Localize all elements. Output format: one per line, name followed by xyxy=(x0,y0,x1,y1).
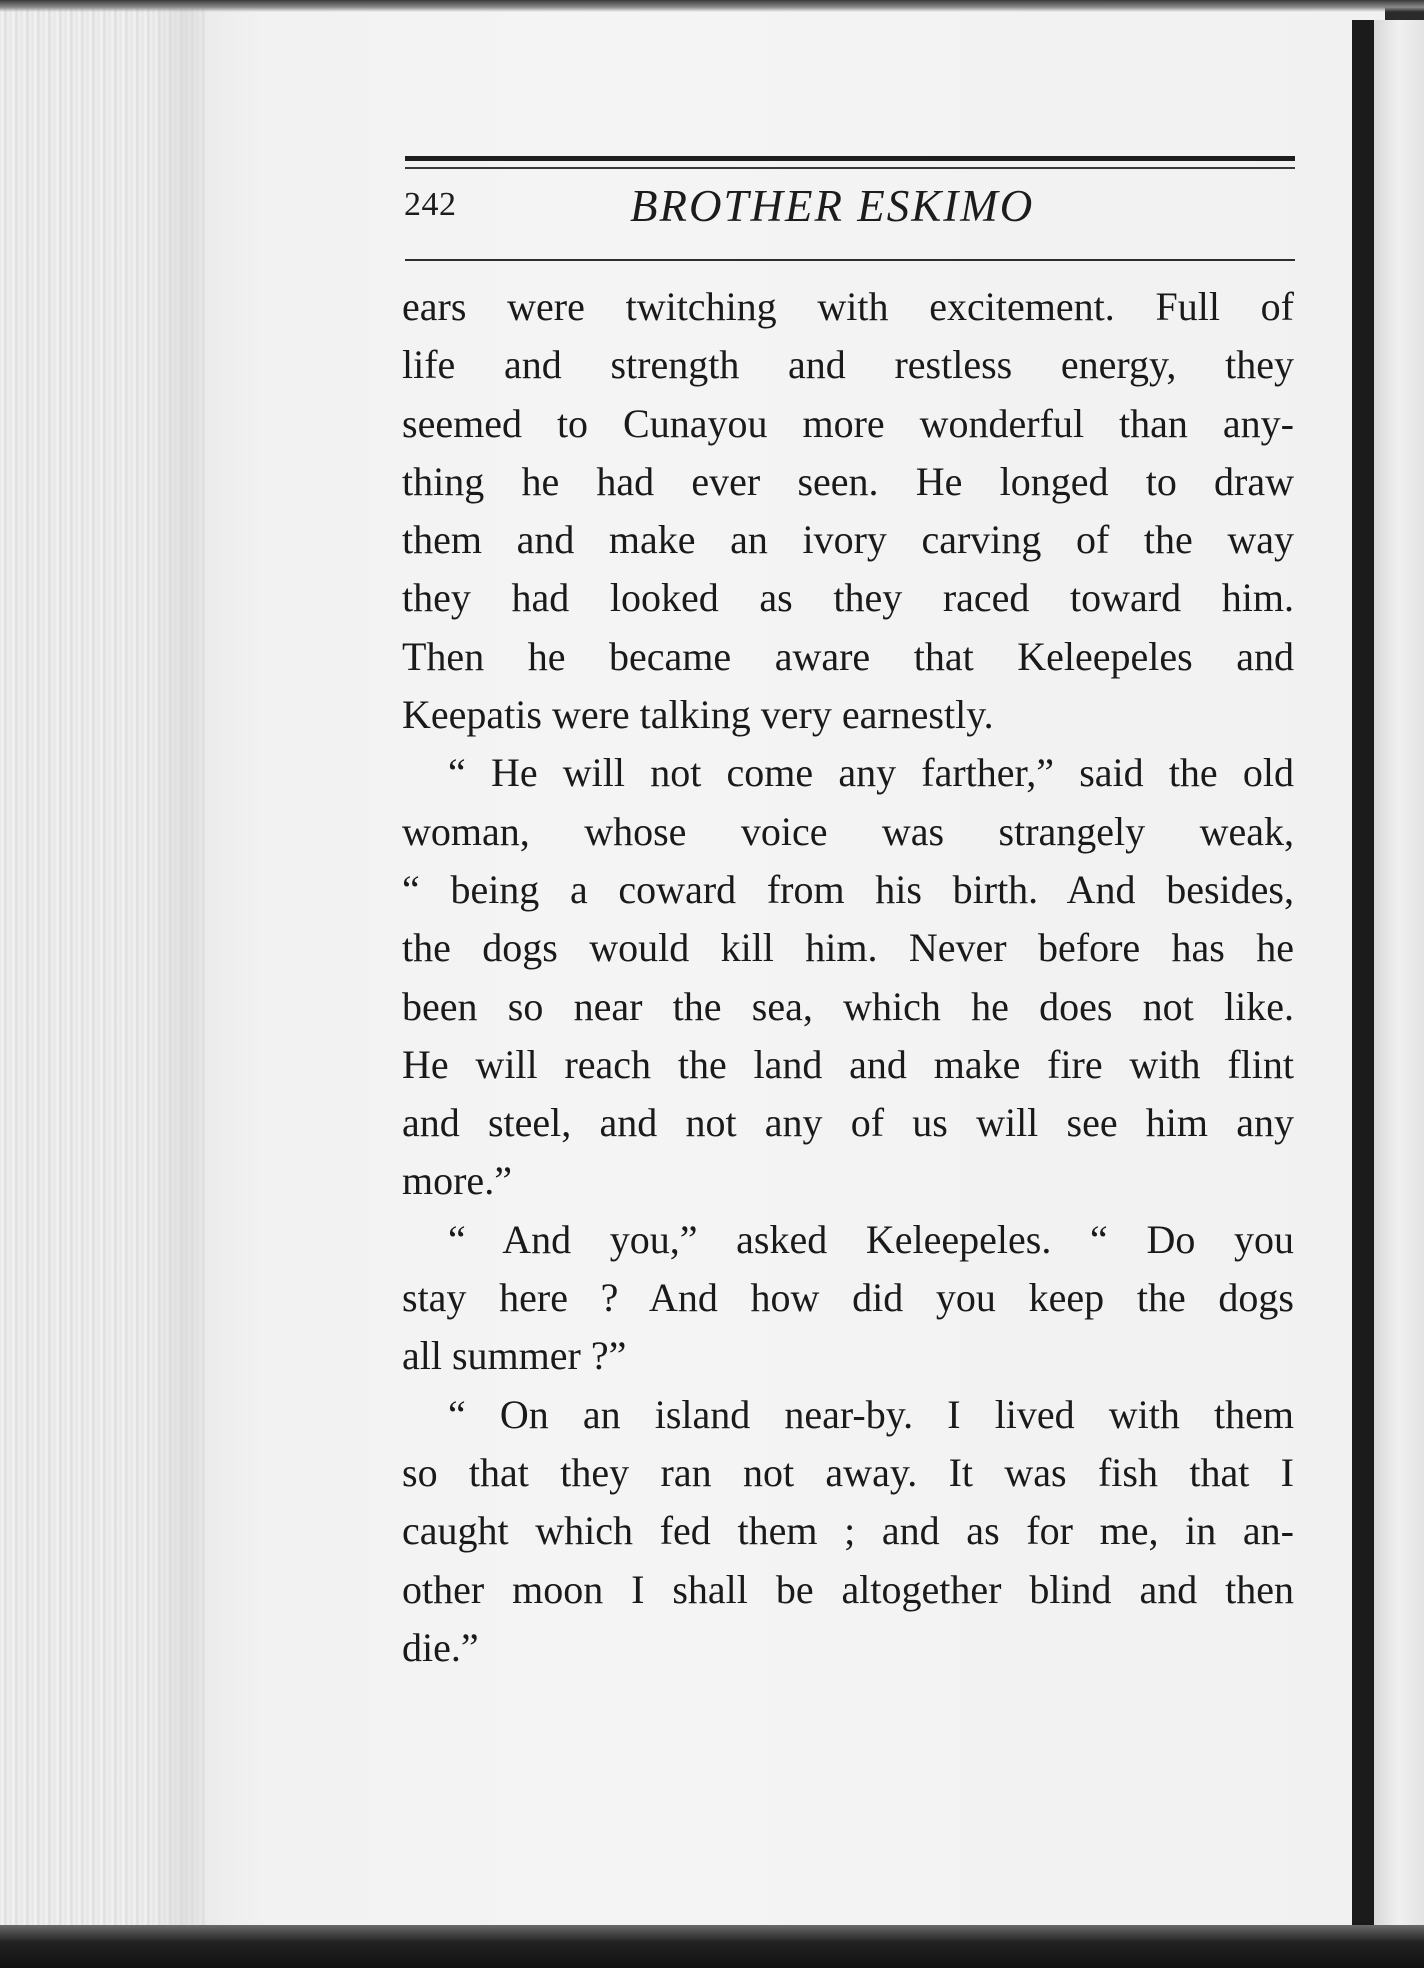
text-line: Keepatis were talking very earnestly. xyxy=(402,692,994,738)
text-line: all summer ?” xyxy=(402,1333,627,1379)
header-rule-bottom xyxy=(405,259,1295,261)
text-line: Then he became aware that Keleepeles and xyxy=(402,633,1294,679)
text-line: stay here ? And how did you keep the dogs xyxy=(402,1275,1294,1321)
text-line: more.” xyxy=(402,1158,512,1204)
text-line: “ On an island near-by. I lived with them xyxy=(448,1391,1294,1437)
header-rule-thick xyxy=(405,156,1295,161)
header-rule-thin xyxy=(405,167,1295,169)
text-line: and steel, and not any of us will see him any xyxy=(402,1100,1294,1146)
text-line: He will reach the land and make fire with flint xyxy=(402,1041,1294,1087)
text-line: seemed to Cunayou more wonderful than any- xyxy=(402,400,1294,446)
body-text xyxy=(402,278,1294,1677)
text-line: “ being a coward from his birth. And besides, xyxy=(402,866,1294,912)
top-scan-edge xyxy=(0,0,1424,12)
text-line: life and strength and restless energy, they xyxy=(402,342,1294,388)
text-line: been so near the sea, which he does not like. xyxy=(402,983,1294,1029)
text-line: woman, whose voice was strangely weak, xyxy=(402,808,1294,854)
bottom-scan-edge xyxy=(0,1925,1424,1968)
text-line: they had looked as they raced toward him. xyxy=(402,575,1294,621)
text-line: them and make an ivory carving of the way xyxy=(402,517,1294,563)
right-page-edge xyxy=(1374,20,1424,1940)
text-line: “ He will not come any farther,” said the old xyxy=(448,750,1294,796)
text-line: so that they ran not away. It was fish that I xyxy=(402,1449,1294,1495)
running-title: BROTHER ESKIMO xyxy=(630,181,1035,231)
text-line: thing he had ever seen. He longed to draw xyxy=(402,458,1294,504)
page-number: 242 xyxy=(404,186,457,223)
text-line: die.” xyxy=(402,1624,479,1670)
book-cover-edge xyxy=(1352,20,1374,1940)
text-line: ears were twitching with excitement. Full of xyxy=(402,284,1294,329)
text-line: the dogs would kill him. Never before has he xyxy=(402,925,1294,971)
text-line: other moon I shall be altogether blind and then xyxy=(402,1566,1294,1612)
text-line: caught which fed them ; and as for me, in an- xyxy=(402,1508,1294,1554)
text-line: “ And you,” asked Keleepeles. “ Do you xyxy=(448,1216,1294,1262)
